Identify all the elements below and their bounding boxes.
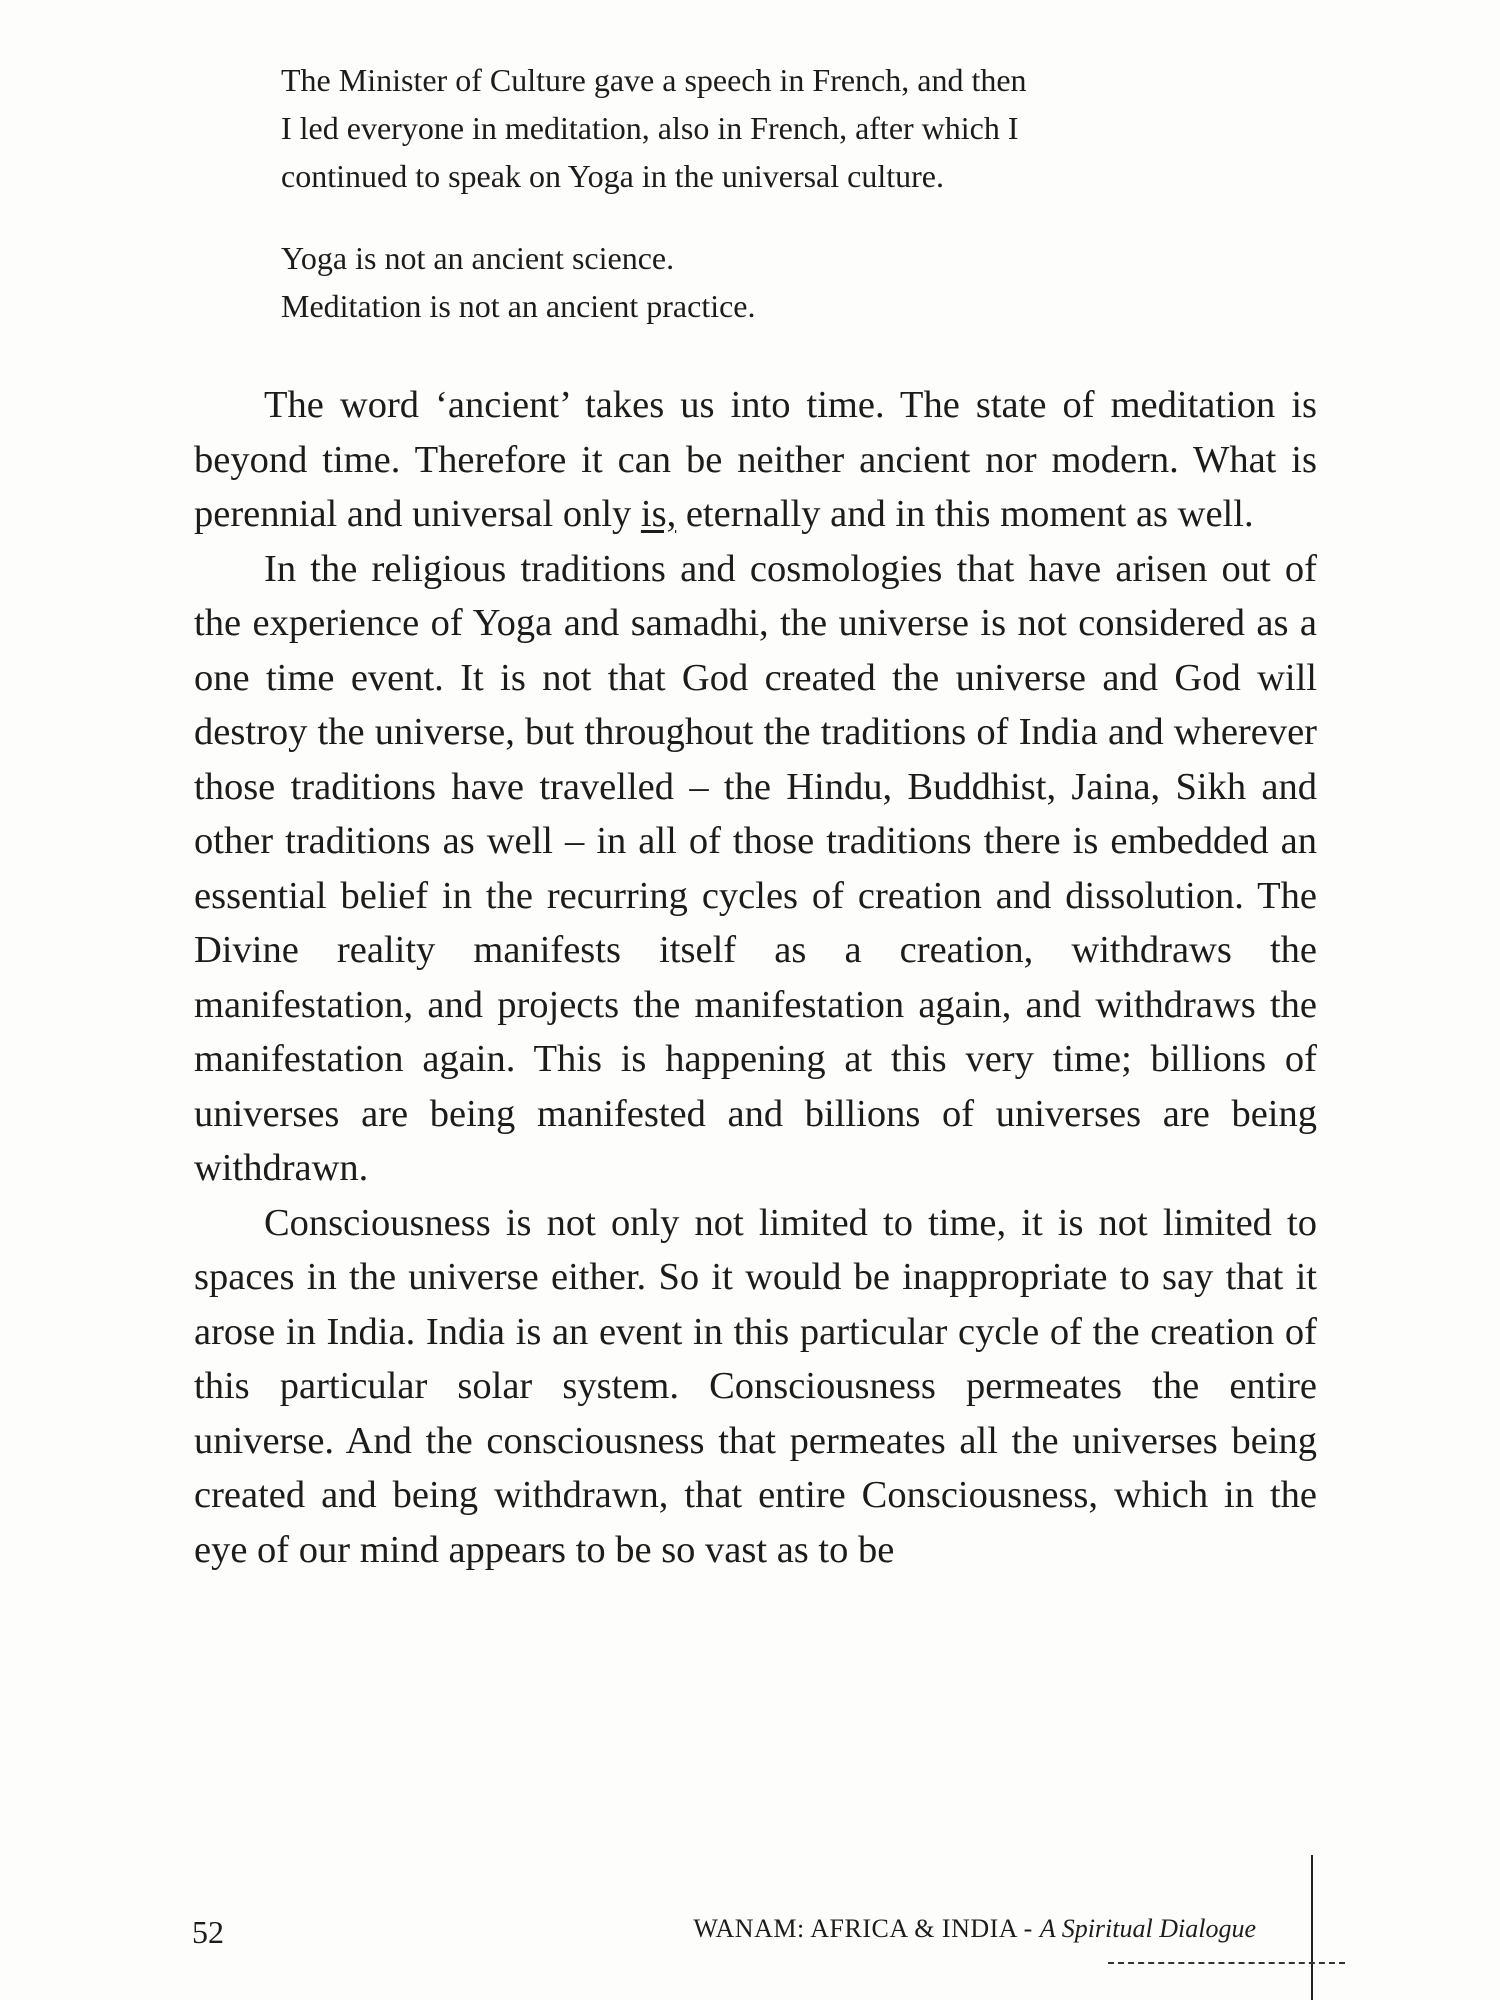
quoted-excerpt <box>281 56 1281 330</box>
book-title: WANAM: AFRICA & INDIA - <box>693 1914 1040 1943</box>
excerpt-spacer <box>281 200 1281 234</box>
body-text <box>194 378 1317 1577</box>
excerpt-line: The Minister of Culture gave a speech in French, and then <box>281 62 1027 98</box>
excerpt-line: I led everyone in meditation, also in French, after which I <box>281 110 1019 146</box>
excerpt-line: continued to speak on Yoga in the universal culture. <box>281 158 944 194</box>
paragraph-consciousness: Consciousness is not only not limited to time, it is not limited to spaces in the universe either. So it would be inappropriate to say that it arose in India. India is an event in this particular cycle of the creation of this particular solar system. Consciousness permeates the entire universe. And the consciousness that permeates all the universes being created and being withdrawn, that entire Consciousness, which in the eye of our mind appears to be so vast as to be <box>194 1201 1317 1571</box>
page-number: 52 <box>192 1914 224 1950</box>
crop-mark-vertical <box>1311 1855 1313 2000</box>
emphasis-is: is, <box>640 493 677 535</box>
paragraph-traditions: In the religious traditions and cosmologies that have arisen out of the experience of Yoga and samadhi, the universe is not considered as a one time event. It is not that God created the universe and God will destroy the universe, but throughout the traditions of India and wherever those traditions have travelled – the Hindu, Buddhist, Jaina, Sikh and other traditions as well – in all of those traditions there is embedded an essential belief in the recurring cycles of creation and dissolution. The Divine reality manifests itself as a creation, withdraws the manifestation, and projects the manifestation again, and withdraws the manifestation again. This is happening at this very time; billions of universes are being manifested and billions of universes are being withdrawn. <box>194 547 1317 1189</box>
excerpt-line: Meditation is not an ancient practice. <box>281 288 756 324</box>
excerpt-line: Yoga is not an ancient science. <box>281 240 675 276</box>
crop-mark-horizontal <box>1108 1962 1345 1964</box>
book-subtitle: A Spiritual Dialogue <box>1039 1914 1256 1943</box>
paragraph-text: eternally and in this moment as well. <box>676 493 1254 535</box>
paragraph-ancient <box>194 378 1317 542</box>
paragraph-text: The word ‘ancient’ takes us into time. The state of meditation is beyond time. Therefore it can be neither ancient nor modern. What is perennial and universal only <box>194 384 1317 535</box>
running-footer-title <box>693 1914 1256 1944</box>
